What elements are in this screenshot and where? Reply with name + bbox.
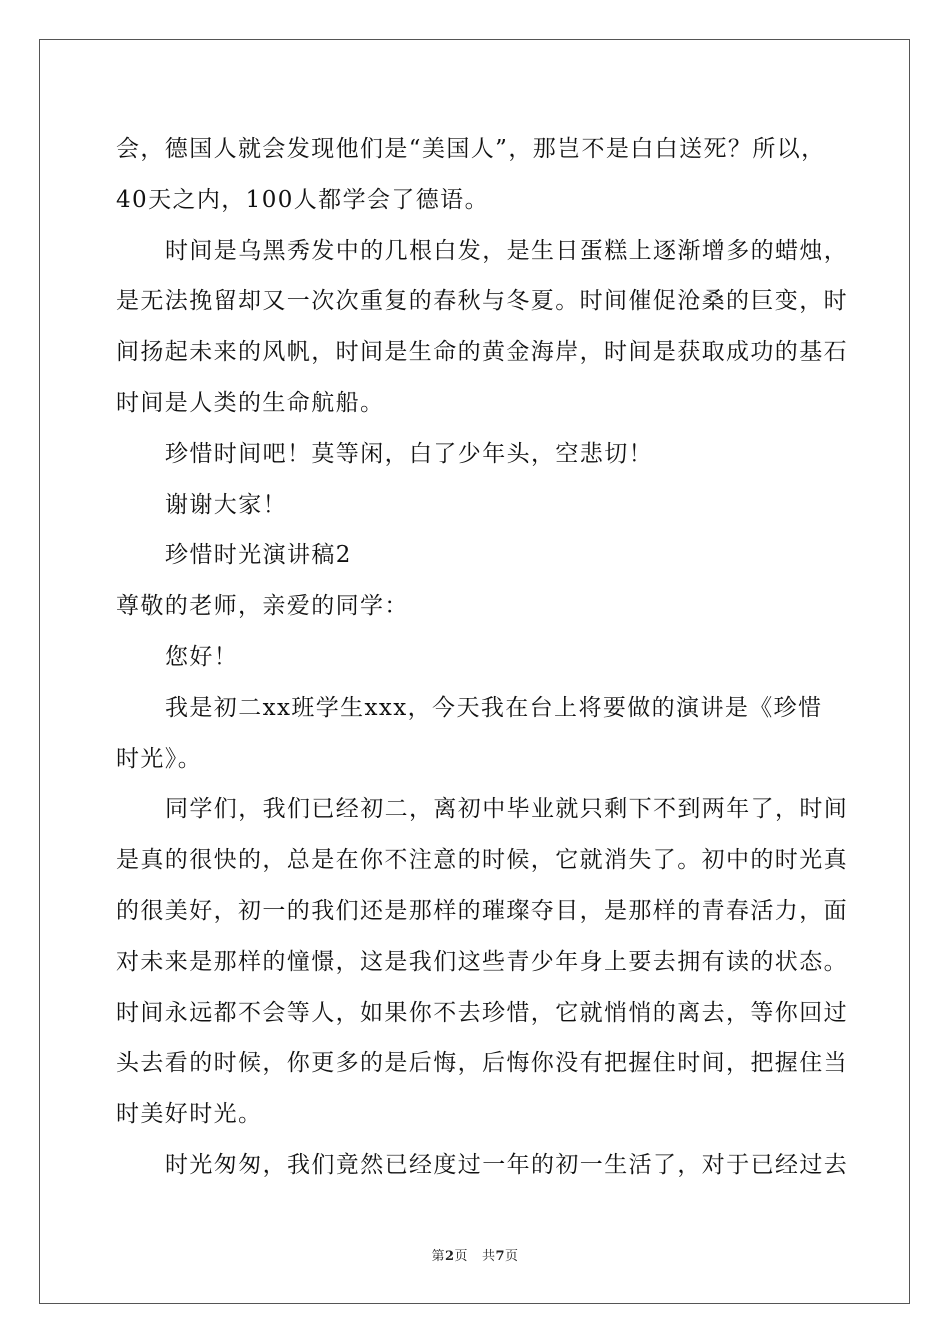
text-line: 是真的很快的，总是在你不注意的时候，它就消失了。初中的时光真 bbox=[116, 847, 848, 874]
text-line: 时间是人类的生命航船。 bbox=[116, 389, 385, 416]
paragraph-start: 时光匆匆，我们竟然已经度过一年的初一生活了，对于已经过去 bbox=[165, 1151, 849, 1178]
text-line: 的很美好，初一的我们还是那样的璀璨夺目，是那样的青春活力，面 bbox=[116, 897, 848, 924]
total-suffix: 页 bbox=[505, 1249, 519, 1264]
text-line: 40天之内，100人都学会了德语。 bbox=[116, 186, 489, 213]
text-line: 头去看的时候，你更多的是后悔，后悔你没有把握住时间，把握住当 bbox=[116, 1050, 848, 1077]
paragraph-start: 时间是乌黑秀发中的几根白发，是生日蛋糕上逐渐增多的蜡烛， bbox=[165, 237, 849, 264]
document-body bbox=[116, 124, 849, 1191]
total-pages: 7 bbox=[495, 1249, 506, 1264]
page-number: 2 bbox=[444, 1249, 455, 1264]
text-line: 间扬起未来的风帆，时间是生命的黄金海岸，时间是获取成功的基石 bbox=[116, 339, 848, 366]
text-line: 是无法挽留却又一次次重复的春秋与冬夏。时间催促沧桑的巨变，时 bbox=[116, 288, 848, 315]
salutation: 尊敬的老师，亲爱的同学： bbox=[116, 593, 409, 620]
page-footer bbox=[0, 1245, 950, 1264]
page-prefix: 第 bbox=[431, 1249, 445, 1264]
total-prefix: 共 bbox=[481, 1249, 496, 1264]
text-line: 会，德国人就会发现他们是“美国人”，那岂不是白白送死？所以， bbox=[116, 136, 826, 162]
text-line: 时美好时光。 bbox=[116, 1101, 263, 1128]
greeting: 您好！ bbox=[165, 643, 239, 670]
paragraph-start: 同学们，我们已经初二，离初中毕业就只剩下不到两年了，时间 bbox=[165, 796, 849, 823]
closing-thanks: 谢谢大家！ bbox=[165, 491, 287, 518]
text-line: 时间永远都不会等人，如果你不去珍惜，它就悄悄的离去，等你回过 bbox=[116, 999, 848, 1026]
text-line: 对未来是那样的憧憬，这是我们这些青少年身上要去拥有读的状态。 bbox=[116, 948, 848, 975]
paragraph-start: 我是初二xx班学生xxx，今天我在台上将要做的演讲是《珍惜 bbox=[165, 694, 823, 721]
text-line: 时光》。 bbox=[116, 745, 203, 772]
page-suffix: 页 bbox=[454, 1249, 469, 1264]
paragraph-start: 珍惜时间吧！莫等闲，白了少年头，空悲切！ bbox=[165, 440, 653, 467]
section-title: 珍惜时光演讲稿2 bbox=[165, 542, 352, 569]
